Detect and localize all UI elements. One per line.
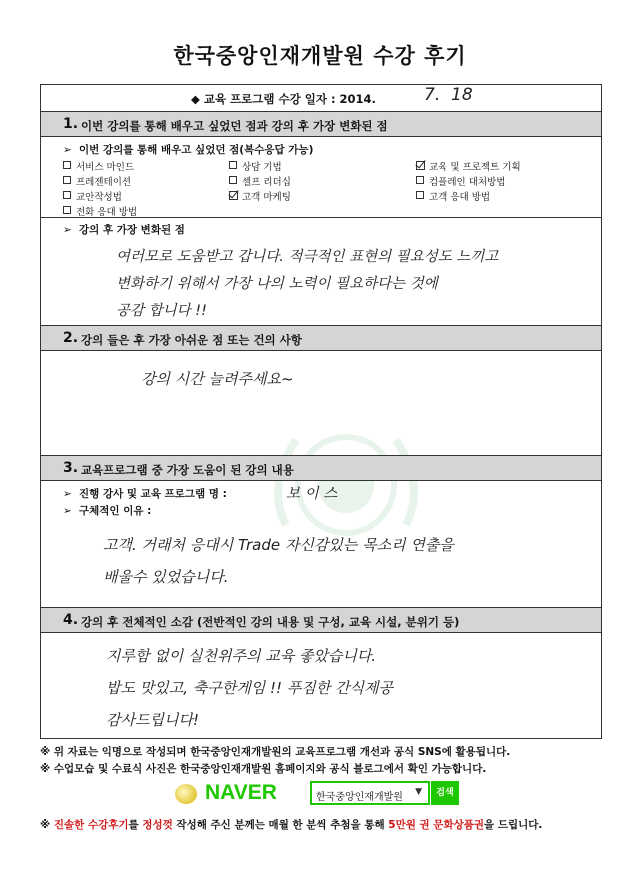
option-complaint[interactable]: 컴플레인 대처방법 (416, 174, 505, 188)
section4-answer-line: 감사드립니다! (106, 711, 199, 729)
section1-sub2: ➢ 강의 후 가장 변화된 점 (63, 224, 185, 236)
checkbox-icon (63, 176, 71, 184)
section3-answer-line: 배울수 있었습니다. (103, 568, 229, 586)
checkbox-icon (416, 191, 424, 199)
option-customer-service[interactable]: 고객 응대 방법 (416, 189, 490, 203)
arrow-icon: ➢ (63, 488, 72, 500)
section1-answer-line: 공감 합니다 !! (116, 303, 207, 319)
section2-answer-line: 강의 시간 늘려주세요~ (141, 370, 294, 388)
checked-checkbox-icon (416, 161, 425, 170)
chevron-down-icon: ▼ (415, 787, 422, 797)
naver-ball-icon (175, 784, 197, 804)
option-phone-service[interactable]: 전화 응대 방법 (63, 204, 137, 218)
naver-search-input[interactable] (310, 781, 430, 805)
page-title: 한국중앙인재개발원 수강 후기 (173, 44, 467, 68)
option-customer-marketing[interactable]: 고객 마케팅 (229, 189, 291, 203)
checkbox-icon (229, 176, 237, 184)
notice-line: ※ 위 자료는 익명으로 작성되며 한국중앙인재개발원의 교육프로그램 개선과 공식 SNS에 활용됩니다. (40, 746, 511, 758)
section4-heading: 강의 후 전체적인 소감 (전반적인 강의 내용 및 구성, 교육 시설, 분위기 등) (81, 615, 460, 629)
option-service-mind[interactable]: 서비스 마인드 (63, 159, 134, 173)
checkbox-icon (63, 161, 71, 169)
section4-answer-line: 밥도 맛있고, 축구한게임 !! 푸짐한 간식제공 (106, 679, 393, 697)
arrow-icon: ➢ (63, 505, 72, 517)
section2-number: 2. (63, 330, 79, 346)
section3-sub1: ➢ 진행 강사 및 교육 프로그램 명 : (63, 488, 227, 500)
footer-notice: ※ 진솔한 수강후기를 정성껏 작성해 주신 분께는 매월 한 분씩 추첨을 통해 5만원 권 문화상품권을 드립니다. (40, 819, 543, 831)
date-label: ◆ 교육 프로그램 수강 일자 : 2014. (191, 92, 376, 106)
checked-checkbox-icon (229, 191, 238, 200)
naver-logo: NAVER (205, 781, 277, 804)
footer-highlight: 5만원 권 문화상품권 (388, 819, 485, 831)
checkbox-icon (63, 191, 71, 199)
date-day: 18 (451, 85, 473, 105)
section1-answer-line: 여러모로 도움받고 갑니다. 적극적인 표현의 필요성도 느끼고 (116, 249, 499, 265)
checkbox-icon (63, 206, 71, 214)
naver-search-button[interactable]: 검색 (431, 781, 459, 805)
section3-header (41, 455, 601, 481)
section2-header (41, 325, 601, 351)
section2-heading: 강의 들은 후 가장 아쉬운 점 또는 건의 사항 (81, 333, 302, 347)
section4-header (41, 607, 601, 633)
date-bar (41, 85, 601, 112)
search-query: 한국중앙인재개발원 (316, 792, 403, 803)
section3-program-answer: 보 이 스 (286, 486, 338, 502)
section1-number: 1. (63, 116, 79, 132)
footer-highlight: 정성껏 (142, 819, 173, 831)
section3-sub2: ➢ 구체적인 이유 : (63, 505, 152, 517)
arrow-icon: ➢ (63, 144, 72, 156)
section3-heading: 교육프로그램 중 가장 도움이 된 강의 내용 (81, 463, 294, 477)
checkbox-icon (229, 161, 237, 169)
footer-highlight: 진솔한 수강후기 (53, 819, 129, 831)
date-month: 7. (424, 85, 441, 105)
option-self-leadership[interactable]: 셀프 리더십 (229, 174, 291, 188)
option-lesson-plan[interactable]: 교안작성법 (63, 189, 122, 203)
section1-sub1: ➢ 이번 강의를 통해 배우고 싶었던 점(복수응답 가능) (63, 144, 314, 156)
review-form (40, 84, 602, 739)
checkbox-icon (416, 176, 424, 184)
section3-answer-line: 고객. 거래처 응대시 Trade 자신감있는 목소리 연출을 (103, 536, 454, 554)
option-presentation[interactable]: 프레젠테이션 (63, 174, 131, 188)
section4-answer-line: 지루함 없이 실천위주의 교육 좋았습니다. (106, 647, 377, 665)
section1-header (41, 111, 601, 137)
section3-number: 3. (63, 460, 79, 476)
section1-heading: 이번 강의를 통해 배우고 싶었던 점과 강의 후 가장 변화된 점 (81, 119, 388, 133)
divider (41, 217, 601, 218)
section1-answer-line: 변화하기 위해서 가장 나의 노력이 필요하다는 것에 (116, 276, 438, 292)
option-counseling[interactable]: 상담 기법 (229, 159, 282, 173)
arrow-icon: ➢ (63, 224, 72, 236)
option-education-planning[interactable]: 교육 및 프로젝트 기획 (416, 159, 521, 173)
notice-line: ※ 수업모습 및 수료식 사진은 한국중앙인재개발원 홈페이지와 공식 블로그에서 확인 가능합니다. (40, 763, 487, 775)
section4-number: 4. (63, 612, 79, 628)
